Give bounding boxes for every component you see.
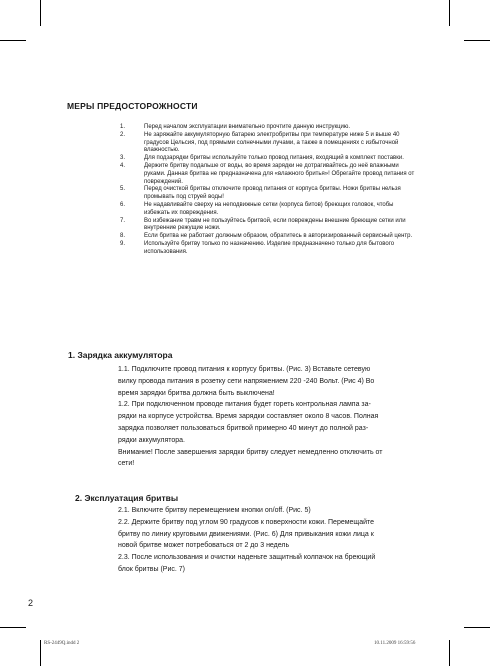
paragraph-line: рядки на корпусе устройства. Время зарядки составляет около 8 часов. Полная — [118, 413, 379, 421]
paragraph-line: 2.3. После использования и очистки наденьте защитный колпачок на бреющий — [118, 554, 376, 562]
page-heading: МЕРЫ ПРЕДОСТОРОЖНОСТИ — [67, 101, 198, 111]
footer-file-info: RS-2449Q.indd 2 — [44, 641, 80, 646]
paragraph-line: 2.1. Включите бритву перемещением кнопки on/off. (Рис. 5) — [118, 507, 311, 514]
list-item — [120, 218, 420, 234]
section-title-usage: 2. Эксплуатация бритвы — [75, 493, 179, 503]
list-item-number: 8. — [120, 233, 126, 240]
crop-mark — [449, 0, 450, 26]
footer-timestamp: 10.11.2009 16:59:56 — [374, 641, 416, 646]
section-body-usage — [118, 505, 410, 576]
precautions-list — [120, 124, 420, 257]
crop-mark — [464, 40, 490, 41]
paragraph-line: зарядка позволяет пользоваться бритвой примерно 40 минут до полной раз- — [118, 424, 369, 432]
paragraph-line: вилку провода питания в розетку сети напряжением 220 -240 Вольт. (Рис 4) Во — [118, 377, 375, 385]
paragraph-line: Внимание! После завершения зарядки бритву следует немедленно отключить от — [118, 448, 383, 456]
list-item-number: 3. — [120, 155, 126, 162]
list-item — [120, 241, 420, 257]
paragraph-line: блок бритвы (Рис. 7) — [118, 565, 185, 573]
paragraph-line: бритву по линиу круговыми движениями. (Рис. 6) Для привыкания кожи лица к — [118, 530, 374, 538]
list-item-text: Держите бритву подальше от воды, во время зарядки не дотрагивайтесь до неё влажными руками. Данная бритва не предназначена для «влажного бритья»! Обрегайте провод питания от повреждений. — [144, 162, 415, 185]
list-item — [120, 202, 420, 218]
paragraph-line: время зарядки бритва должна быть выключена! — [118, 389, 275, 397]
list-item-number: 4. — [120, 162, 126, 169]
paragraph-line: рядки аккумулятора. — [118, 436, 185, 444]
list-item-text: Не заряжайте аккумуляторную батарею электробритвы при температуре ниже 5 и выше 40 градусов Цельсия, под прямыми солнечными лучами, а также в помещениях с избыточной влажностью. — [144, 131, 400, 154]
list-item-number: 2. — [120, 131, 126, 138]
list-item-text: Если бритва не работает должным образом, обратитесь в авторизированный сервисный центр. — [144, 233, 413, 240]
section-body-charging — [118, 364, 410, 470]
list-item-number: 6. — [120, 201, 126, 208]
list-item-text: Перед началом эксплуатации внимательно прочтите данную инструкцию. — [144, 124, 351, 130]
list-item-text: Перед очисткой бритвы отключите провод питания от корпуса бритвы. Ножи бритвы нельзя промывать под струей воды! — [144, 186, 401, 201]
paragraph-line: 1.1. Подключите провод питания к корпусу бритвы. (Рис. 3) Вставьте сетевую — [118, 366, 371, 373]
crop-mark — [40, 640, 41, 666]
list-item — [120, 155, 420, 163]
paragraph-line: сети! — [118, 460, 135, 468]
list-item — [120, 163, 420, 186]
crop-mark — [0, 627, 26, 628]
list-item — [120, 233, 420, 241]
paragraph-line: 1.2. При подключенном проводе питания будет гореть контрольная лампа за- — [118, 401, 371, 409]
paragraph-line: новой бритве может потребоваться от 2 до 3 недель — [118, 542, 290, 550]
list-item-text: Используйте бритву только по назначению. Изделие предназначено только для бытового использования. — [144, 240, 395, 255]
crop-mark — [40, 0, 41, 26]
crop-mark — [464, 627, 490, 628]
crop-mark — [0, 40, 26, 41]
paragraph-line: 2.2. Держите бритву под углом 90 градусов к поверхности кожи. Перемещайте — [118, 518, 375, 526]
list-item-text: Для подзарядки бритвы используйте только провод питания, входящий в комплект поставки. — [144, 155, 404, 162]
page-number: 2 — [28, 598, 34, 608]
list-item — [120, 132, 420, 155]
list-item-number: 1. — [120, 124, 126, 130]
list-item-number: 5. — [120, 186, 126, 193]
section-title-charging: 1. Зарядка аккумулятора — [68, 350, 173, 360]
list-item-number: 9. — [120, 240, 126, 247]
list-item — [120, 186, 420, 202]
list-item-number: 7. — [120, 217, 126, 224]
list-item — [120, 124, 420, 132]
crop-mark — [449, 640, 450, 666]
list-item-text: Во избежание травм не пользуйтесь бритвой, если повреждены внешние бреющие сетки или внутренние режущие ножи. — [144, 217, 406, 232]
list-item-text: Не надавливайте сверху на неподвижные сетки (корпуса битов) бреющих головок, чтобы избежать их повреждения. — [144, 201, 394, 216]
